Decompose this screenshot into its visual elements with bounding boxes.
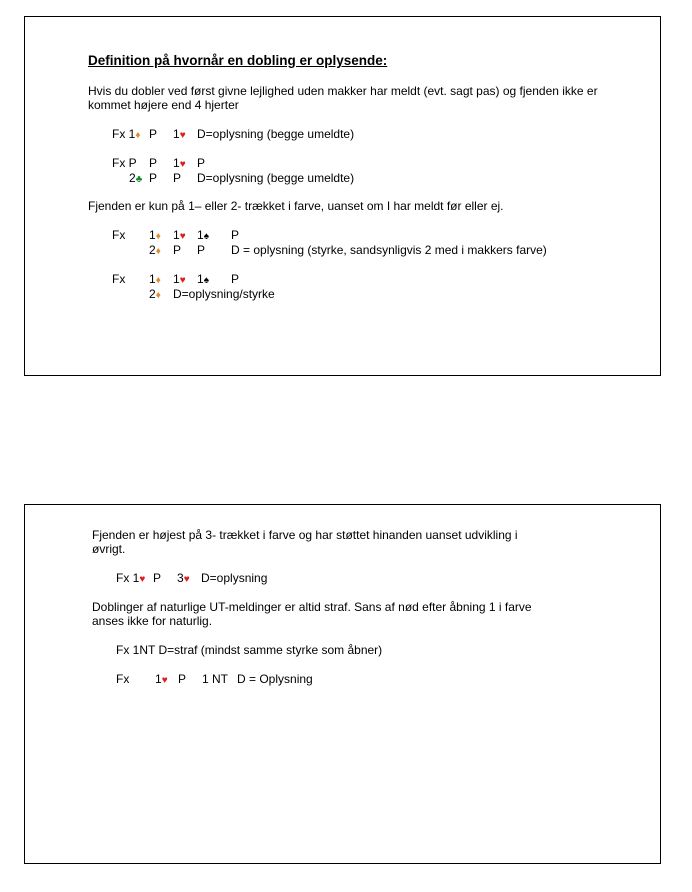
bid-spade: 1♠: [197, 272, 209, 286]
bid-heart: 1♥: [173, 127, 186, 141]
heart-icon: ♥: [139, 574, 146, 585]
bid-explanation: D=oplysning (begge umeldte): [197, 171, 355, 185]
bid-club: 2♣: [129, 171, 143, 185]
bid-explanation: D = oplysning (styrke, sandsynligvis 2 med i makkers farve): [231, 243, 547, 257]
bid-pass: P: [149, 156, 158, 170]
heart-icon: ♥: [179, 159, 186, 170]
slide-2: [24, 504, 661, 864]
bid-sequence-7: Fx: [116, 672, 130, 686]
bid-explanation: D=oplysning/styrke: [173, 287, 275, 301]
spade-icon: ♠: [203, 231, 209, 242]
bid-pass: P: [173, 171, 182, 185]
diamond-icon: ♦: [155, 275, 161, 286]
heart-icon: ♥: [161, 675, 168, 686]
spade-icon: ♠: [203, 275, 209, 286]
bid-sequence-1: Fx 1♦: [112, 127, 141, 141]
diamond-icon: ♦: [155, 290, 161, 301]
heart-icon: ♥: [179, 231, 186, 242]
bid-sequence-6: Fx 1NT D=straf (mindst samme styrke som åbner): [116, 643, 383, 657]
bid-heart: 1♥: [173, 272, 186, 286]
bid-pass: P: [197, 243, 206, 257]
bid-pass: P: [231, 228, 240, 242]
bid-diamond: 1♦: [149, 228, 161, 242]
bid-diamond: 1♦: [149, 272, 161, 286]
bid-sequence-2: Fx P: [112, 156, 137, 170]
bid-spade: 1♠: [197, 228, 209, 242]
heart-icon: ♥: [179, 130, 186, 141]
bid-sequence-5: Fx 1♥: [116, 571, 146, 585]
heart-icon: ♥: [179, 275, 186, 286]
bid-heart: 1♥: [173, 228, 186, 242]
bid-explanation: D = Oplysning: [237, 672, 313, 686]
bid-diamond: 2♦: [149, 287, 161, 301]
bid-pass: P: [178, 672, 187, 686]
bid-heart: 3♥: [177, 571, 190, 585]
bid-sequence-3: Fx: [112, 228, 126, 242]
slide-title: Definition på hvornår en dobling er oplysende:: [88, 53, 388, 68]
bid-pass: P: [149, 127, 158, 141]
rule-text-3: Fjenden er højest på 3- trækket i farve og har støttet hinanden uanset udvikling i øvrigt.: [92, 528, 518, 556]
bid-pass: P: [153, 571, 162, 585]
diamond-icon: ♦: [155, 246, 161, 257]
bid-notrump: 1 NT: [202, 672, 229, 686]
bid-sequence-4: Fx: [112, 272, 126, 286]
heart-icon: ♥: [183, 574, 190, 585]
slide-1: [24, 16, 661, 376]
bid-heart: 1♥: [173, 156, 186, 170]
bid-pass: P: [231, 272, 240, 286]
bid-pass: P: [149, 171, 158, 185]
diamond-icon: ♦: [135, 130, 141, 141]
rule-text-4: Doblinger af naturlige UT-meldinger er altid straf. Sans af nød efter åbning 1 i farve anses ikke for naturlig.: [92, 600, 532, 628]
diamond-icon: ♦: [155, 231, 161, 242]
club-icon: ♣: [135, 174, 143, 185]
bid-explanation: D=oplysning: [201, 571, 268, 585]
bid-pass: P: [197, 156, 206, 170]
rule-text-2: Fjenden er kun på 1– eller 2- trækket i farve, uanset om I har meldt før eller ej.: [88, 199, 504, 213]
bid-diamond: 2♦: [149, 243, 161, 257]
bid-pass: P: [173, 243, 182, 257]
bid-heart: 1♥: [155, 672, 168, 686]
intro-text: Hvis du dobler ved først givne lejlighed uden makker har meldt (evt. sagt pas) og fjenden ikke er kommet højere end 4 hjerter: [88, 84, 598, 112]
bid-explanation: D=oplysning (begge umeldte): [197, 127, 355, 141]
